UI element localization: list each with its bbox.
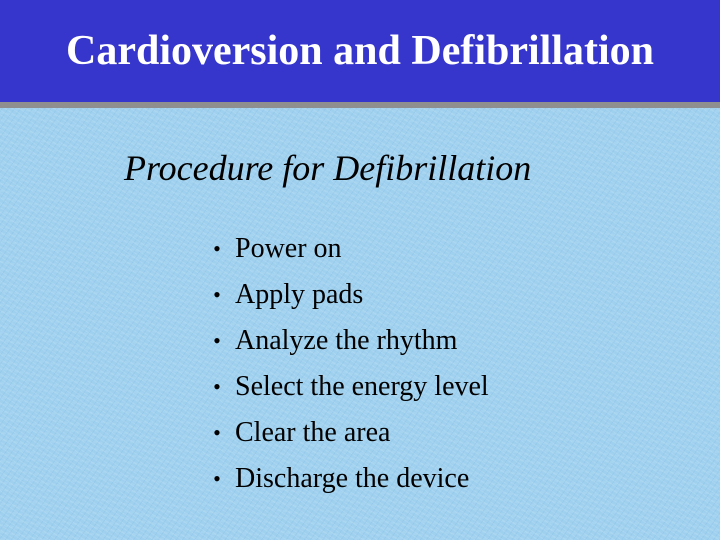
bullet-icon: • <box>213 466 221 491</box>
bullet-icon: • <box>213 420 221 445</box>
bullet-text: Power on <box>235 233 342 264</box>
bullet-text: Apply pads <box>235 279 364 310</box>
bullet-icon: • <box>213 236 221 261</box>
slide-title: Cardioversion and Defibrillation <box>65 28 655 74</box>
title-bar <box>0 0 720 108</box>
bullet-text: Discharge the device <box>235 463 470 494</box>
bullet-icon: • <box>213 374 221 399</box>
bullet-icon: • <box>213 328 221 353</box>
bullet-text: Select the energy level <box>235 371 489 402</box>
bullet-text: Clear the area <box>235 417 391 448</box>
slide-subtitle: Procedure for Defibrillation <box>124 148 532 188</box>
bullet-text: Analyze the rhythm <box>235 325 458 356</box>
bullet-icon: • <box>213 282 221 307</box>
